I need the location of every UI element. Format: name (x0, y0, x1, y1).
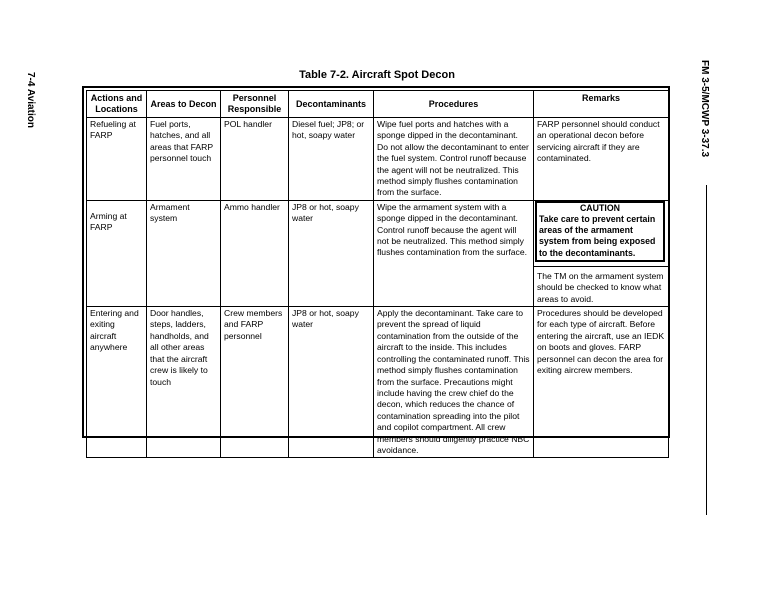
cell-procedures: Apply the decontaminant. Take care to prevent the spread of liquid contamination from the outside of the aircraft to the inside. This includes controlling the contaminated runoff. This method simply flushes contamination from the surface. Precautions might include having the crew chief do the decon, which reduces the chance of contamination spreading into the pilot and copilot compartment. All crew members should diligently practice NBC avoidance. (374, 307, 534, 458)
table-row (87, 200, 669, 306)
header-personnel: Personnel Responsible (221, 91, 289, 118)
cell-personnel: Ammo handler (221, 200, 289, 306)
cell-areas: Armament system (147, 200, 221, 306)
cell-remarks: Procedures should be developed for each type of aircraft. Before entering the aircraft, use an IEDK on boots and gloves. FARP personnel can decon the area for exiting aircrew members. (534, 307, 669, 458)
decon-table (86, 90, 669, 458)
margin-rule (706, 185, 707, 515)
cell-decontaminants: JP8 or hot, soapy water (289, 200, 374, 306)
header-actions: Actions and Locations (87, 91, 147, 118)
cell-areas: Fuel ports, hatches, and all areas that FARP personnel touch (147, 118, 221, 201)
header-areas: Areas to Decon (147, 91, 221, 118)
cell-procedures: Wipe fuel ports and hatches with a sponge dipped in the decontaminant. Do not allow the decontaminant to enter the fuel system. Control runoff because the agent will not be neutralized. This method simply flushes contamination from the surface. (374, 118, 534, 201)
cell-action (87, 200, 147, 306)
cell-action: Entering and exiting aircraft anywhere (87, 307, 147, 458)
caution-text: Take care to prevent certain areas of the armament system from being exposed to the decontaminants. (539, 214, 656, 258)
header-procedures: Procedures (374, 91, 534, 118)
cell-personnel: POL handler (221, 118, 289, 201)
caution-box (535, 201, 665, 262)
cell-remarks: FARP personnel should conduct an operational decon before servicing aircraft if they are contaminated. (534, 118, 669, 201)
cell-procedures: Wipe the armament system with a sponge dipped in the decontaminant. Control runoff because the agent will not be neutralized. This method simply flushes contamination from the surface. (374, 200, 534, 306)
header-decontaminants: Decontaminants (289, 91, 374, 118)
cell-action: Refueling at FARP (87, 118, 147, 201)
cell-areas: Door handles, steps, ladders, handholds, and all other areas that the aircraft crew is likely to touch (147, 307, 221, 458)
cell-action-text: Arming at FARP (90, 210, 127, 233)
manual-designation: FM 3-5/MCWP 3-37.3 (699, 60, 710, 158)
caution-title: CAUTION (579, 202, 621, 213)
table-row (87, 118, 669, 201)
cell-decontaminants: JP8 or hot, soapy water (289, 307, 374, 458)
left-margin-label (26, 72, 40, 142)
table-row (87, 307, 669, 458)
header-remarks: Remarks (534, 91, 669, 118)
table-frame (82, 86, 670, 455)
page-number-section: 7-4 Aviation (25, 72, 36, 128)
cell-personnel: Crew members and FARP personnel (221, 307, 289, 458)
table-header-row (87, 91, 669, 118)
cell-remarks (534, 200, 669, 306)
right-margin-label (700, 60, 714, 190)
remark-text: The TM on the armament system should be checked to know what areas to avoid. (534, 266, 668, 305)
table-title: Table 7-2. Aircraft Spot Decon (299, 69, 455, 81)
cell-decontaminants: Diesel fuel; JP8; or hot, soapy water (289, 118, 374, 201)
